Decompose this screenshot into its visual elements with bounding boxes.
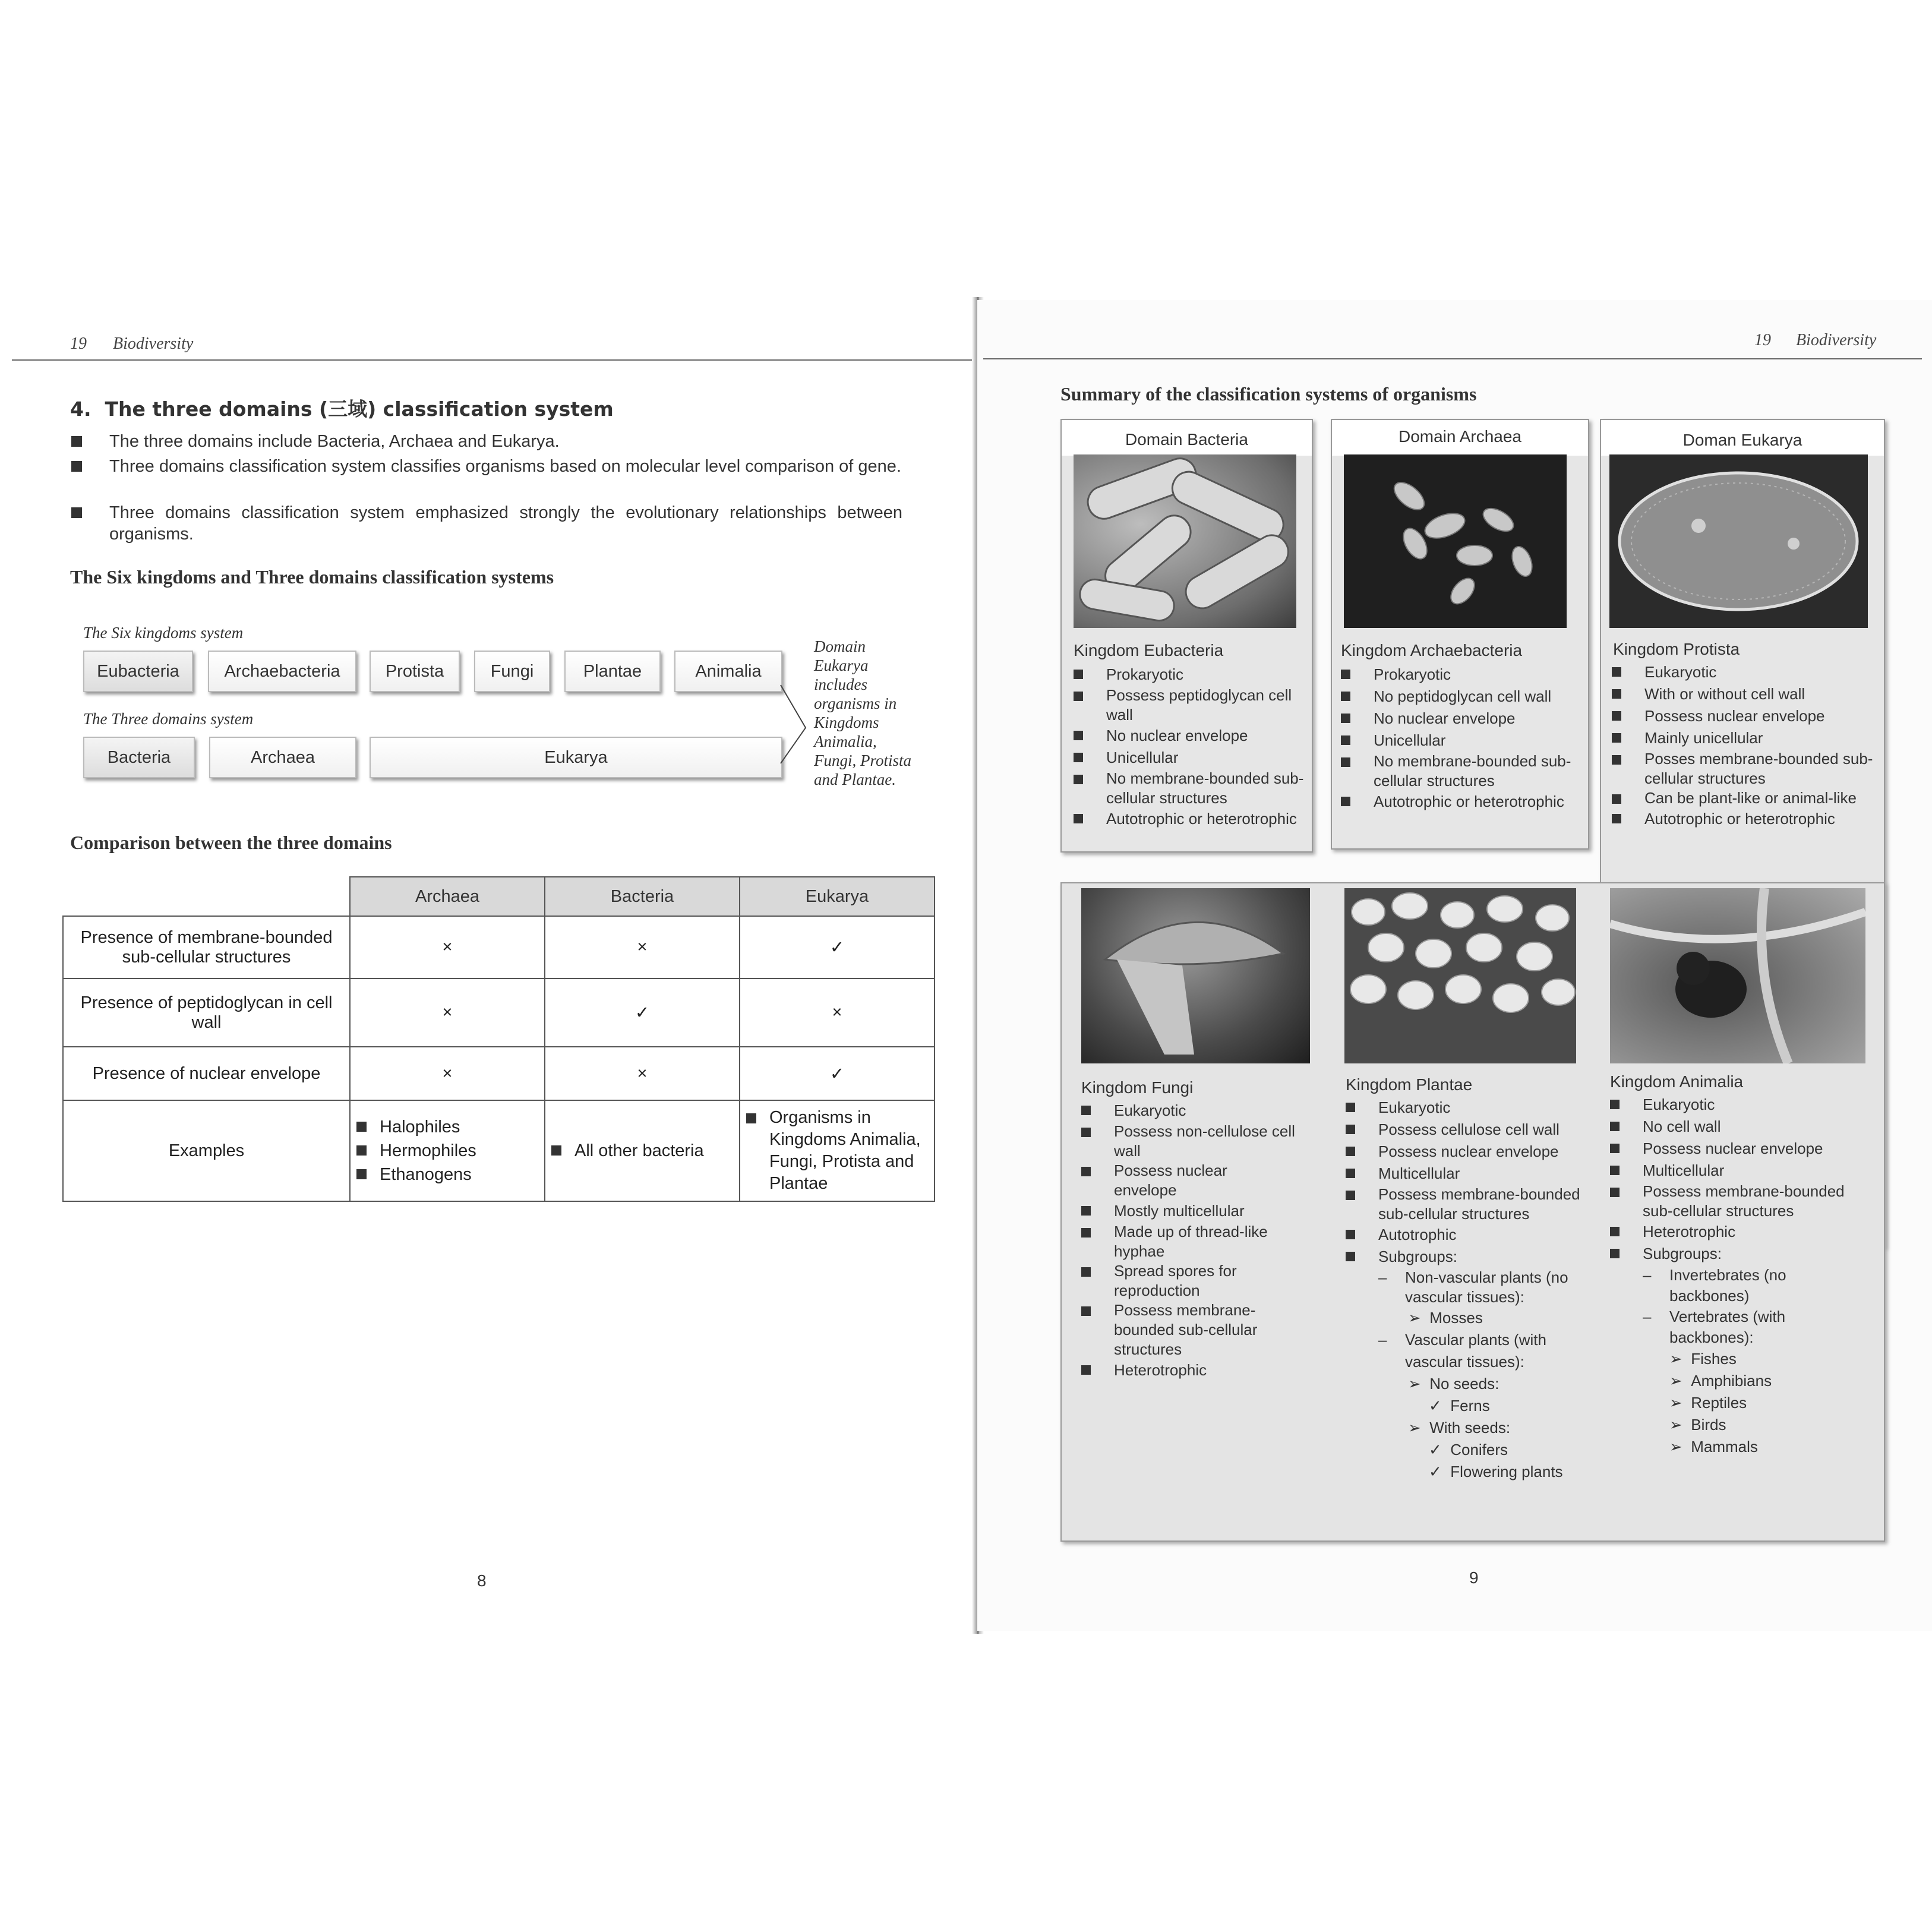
left-header-rule (12, 359, 974, 361)
table-row (63, 1100, 935, 1201)
six-kingdoms-label: The Six kingdoms system (83, 624, 244, 642)
three-domains-label: The Three domains system (83, 710, 254, 728)
examples-bacteria: All other bacteria (545, 1100, 740, 1201)
kingdom-list: Prokaryotic No peptidoglycan cell wall No nuclear envelope Unicellular No membrane-bounded sub-cellular structures Autotrophic or heterotrophic (1341, 664, 1584, 813)
kingdom-title: Kingdom Eubacteria (1074, 641, 1224, 659)
bullet-3: Three domains classification system emphasized strongly the evolutionary relationships between organisms. (71, 502, 903, 545)
eukarya-note: Domain Eukarya includes organisms in Kingdoms Animalia, Fungi, Protista and Plantae. (814, 637, 912, 788)
kingdom-title: Kingdom Protista (1613, 640, 1740, 658)
fungi-title: Kingdom Fungi (1081, 1078, 1194, 1097)
plantae-list: Eukaryotic Possess cellulose cell wall Possess nuclear envelope Multicellular Possess membrane-bounded sub-cellular structures Autotrophic Subgroups: – Non-vascular plants (no vascular tissues): ➢ Mosses – Vascular plants (with vascular tissues): ➢ No seeds: ✓ Ferns ➢ With seeds: ✓ Conifers ✓ Flowering plants (1346, 1097, 1595, 1483)
row-label: Presence of nuclear envelope (63, 1047, 350, 1100)
cell: × (545, 1047, 740, 1100)
row-label: Presence of peptidoglycan in cell wall (63, 978, 350, 1047)
box-archaea: Archaea (209, 737, 356, 778)
left-header-chapter: 19 (70, 334, 87, 353)
bullet-2: Three domains classification system classifies organisms based on molecular level comparison of gene. (71, 456, 903, 477)
cell: ✓ (740, 916, 935, 978)
examples-archaea: Halophiles Hermophiles Ethanogens (350, 1100, 545, 1201)
cell: ✓ (740, 1047, 935, 1100)
diagram-heading: The Six kingdoms and Three domains classification systems (70, 566, 554, 588)
box-archaebacteria: Archaebacteria (208, 651, 356, 692)
box-protista: Protista (370, 651, 460, 692)
right-page-number: 9 (1469, 1568, 1479, 1587)
plantae-title: Kingdom Plantae (1346, 1075, 1473, 1094)
card-domain-archaea (1331, 419, 1589, 850)
protista-list: Eukaryotic With or without cell wall Possess nuclear envelope Mainly unicellular Posses membrane-bounded sub-cellular structures Can be plant-like or animal-like Autotrophic or heterotrophic (1612, 661, 1873, 830)
fungi-list: Eukaryotic Possess non-cellulose cell wall Possess nuclear envelope Mostly multicellular Made up of thread-like hyphae Spread spores for reproduction Possess membrane-bounded sub-cellular structures Heterotrophic (1081, 1100, 1325, 1381)
animalia-list: Eukaryotic No cell wall Possess nuclear envelope Multicellular Possess membrane-bounded sub-cellular structures Heterotrophic Subgroups: – Invertebrates (no backbones) – Vertebrates (with backbones): ➢ Fishes ➢ Amphibians ➢ Reptiles ➢ Birds ➢ Mammals (1610, 1094, 1871, 1458)
col-archaea: Archaea (350, 877, 545, 916)
bracket-arrow (778, 680, 808, 769)
right-header-rule (983, 358, 1922, 359)
section-heading: 4. The three domains (三域) classification system (70, 397, 614, 421)
row-label: Examples (63, 1100, 350, 1201)
card-domain-bacteria (1060, 419, 1313, 853)
protista-photo (1609, 454, 1868, 628)
cell: × (545, 916, 740, 978)
cell: ✓ (545, 978, 740, 1047)
cell: × (350, 1047, 545, 1100)
bacteria-photo (1074, 454, 1296, 628)
table-row (63, 978, 935, 1047)
right-header-chapter: 19 (1754, 331, 1771, 349)
cell: × (350, 916, 545, 978)
box-fungi: Fungi (474, 651, 550, 692)
box-animalia: Animalia (674, 651, 782, 692)
archaea-photo (1344, 454, 1567, 628)
comparison-table (62, 876, 935, 1202)
left-page-number: 8 (477, 1571, 487, 1590)
examples-eukarya: Organisms in Kingdoms Animalia, Fungi, Protista and Plantae (740, 1100, 935, 1201)
comparison-heading: Comparison between the three domains (70, 832, 392, 853)
animalia-photo (1610, 888, 1865, 1063)
card-title: Doman Eukarya (1682, 431, 1802, 449)
fungi-photo (1081, 888, 1310, 1063)
col-eukarya: Eukarya (740, 877, 935, 916)
box-eukarya: Eukarya (370, 737, 782, 778)
right-page (977, 300, 1932, 1631)
box-bacteria: Bacteria (83, 737, 195, 778)
box-plantae: Plantae (564, 651, 661, 692)
bullet-1: The three domains include Bacteria, Archaea and Eukarya. (71, 431, 903, 452)
summary-heading: Summary of the classification systems of organisms (1060, 383, 1477, 405)
table-row (63, 916, 935, 978)
right-header-title: Biodiversity (1796, 331, 1877, 349)
card-title: Domain Archaea (1398, 427, 1521, 446)
left-page (0, 300, 977, 1631)
card-title: Domain Bacteria (1125, 430, 1248, 449)
cell: × (740, 978, 935, 1047)
left-header-title: Biodiversity (113, 334, 194, 353)
box-eubacteria: Eubacteria (83, 651, 193, 692)
col-bacteria: Bacteria (545, 877, 740, 916)
kingdom-title: Kingdom Archaebacteria (1341, 641, 1523, 659)
animalia-title: Kingdom Animalia (1610, 1072, 1744, 1091)
cell: × (350, 978, 545, 1047)
table-row (63, 1047, 935, 1100)
row-label: Presence of membrane-bounded sub-cellular structures (63, 916, 350, 978)
plantae-photo (1344, 888, 1576, 1063)
kingdom-list: Prokaryotic Possess peptidoglycan cell wall No nuclear envelope Unicellular No membrane-bounded sub-cellular structures Autotrophic or heterotrophic (1074, 664, 1311, 830)
